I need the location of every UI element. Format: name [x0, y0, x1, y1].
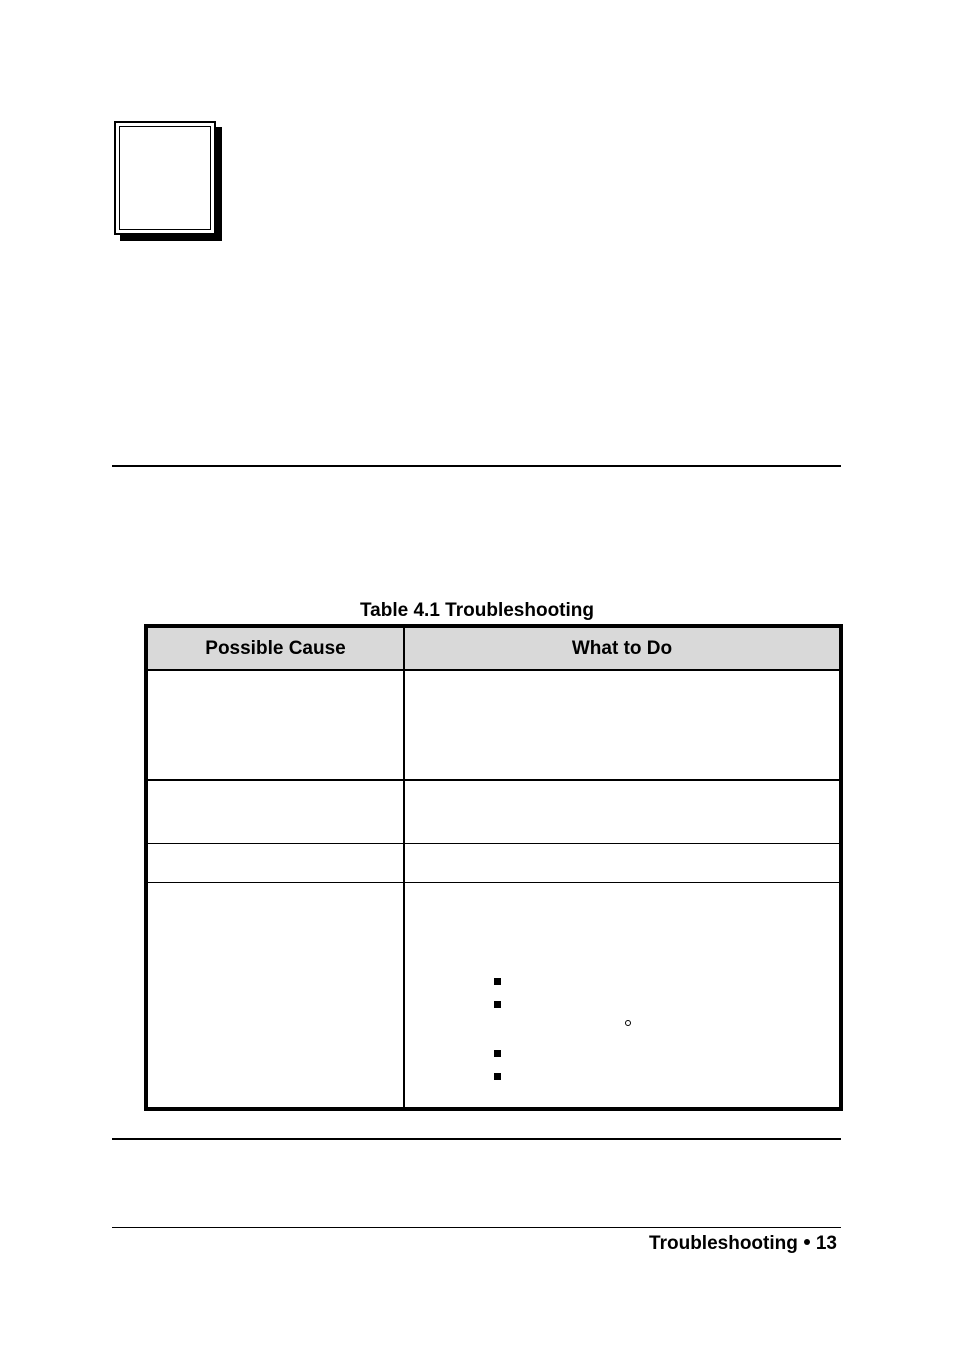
table-row: [148, 844, 839, 883]
circle-bullet-icon: [625, 1020, 631, 1026]
chapter-number-box-inner-border: [119, 126, 211, 230]
footer-section-title: Troubleshooting: [649, 1233, 798, 1254]
table-column-divider: [403, 628, 405, 1107]
square-bullet-icon: [494, 1073, 501, 1080]
square-bullet-icon: [494, 1001, 501, 1008]
square-bullet-icon: [494, 1050, 501, 1057]
chapter-number-box: [114, 121, 216, 235]
troubleshooting-table: [144, 624, 843, 1111]
table-caption: Table 4.1 Troubleshooting: [359, 600, 594, 621]
header-what-to-do: What to Do: [571, 638, 673, 659]
section-divider-bottom: [112, 1138, 841, 1140]
table-row: [148, 883, 839, 1107]
section-divider-top: [112, 465, 841, 467]
table-row: [148, 781, 839, 844]
bullet-dot-icon: [804, 1239, 810, 1245]
header-possible-cause: Possible Cause: [205, 638, 346, 659]
footer-page-number: 13: [815, 1233, 837, 1254]
square-bullet-icon: [494, 978, 501, 985]
page-footer: [649, 1233, 837, 1255]
table-header-row: [148, 628, 839, 671]
table-row: [148, 671, 839, 781]
footer-rule: [112, 1227, 841, 1228]
